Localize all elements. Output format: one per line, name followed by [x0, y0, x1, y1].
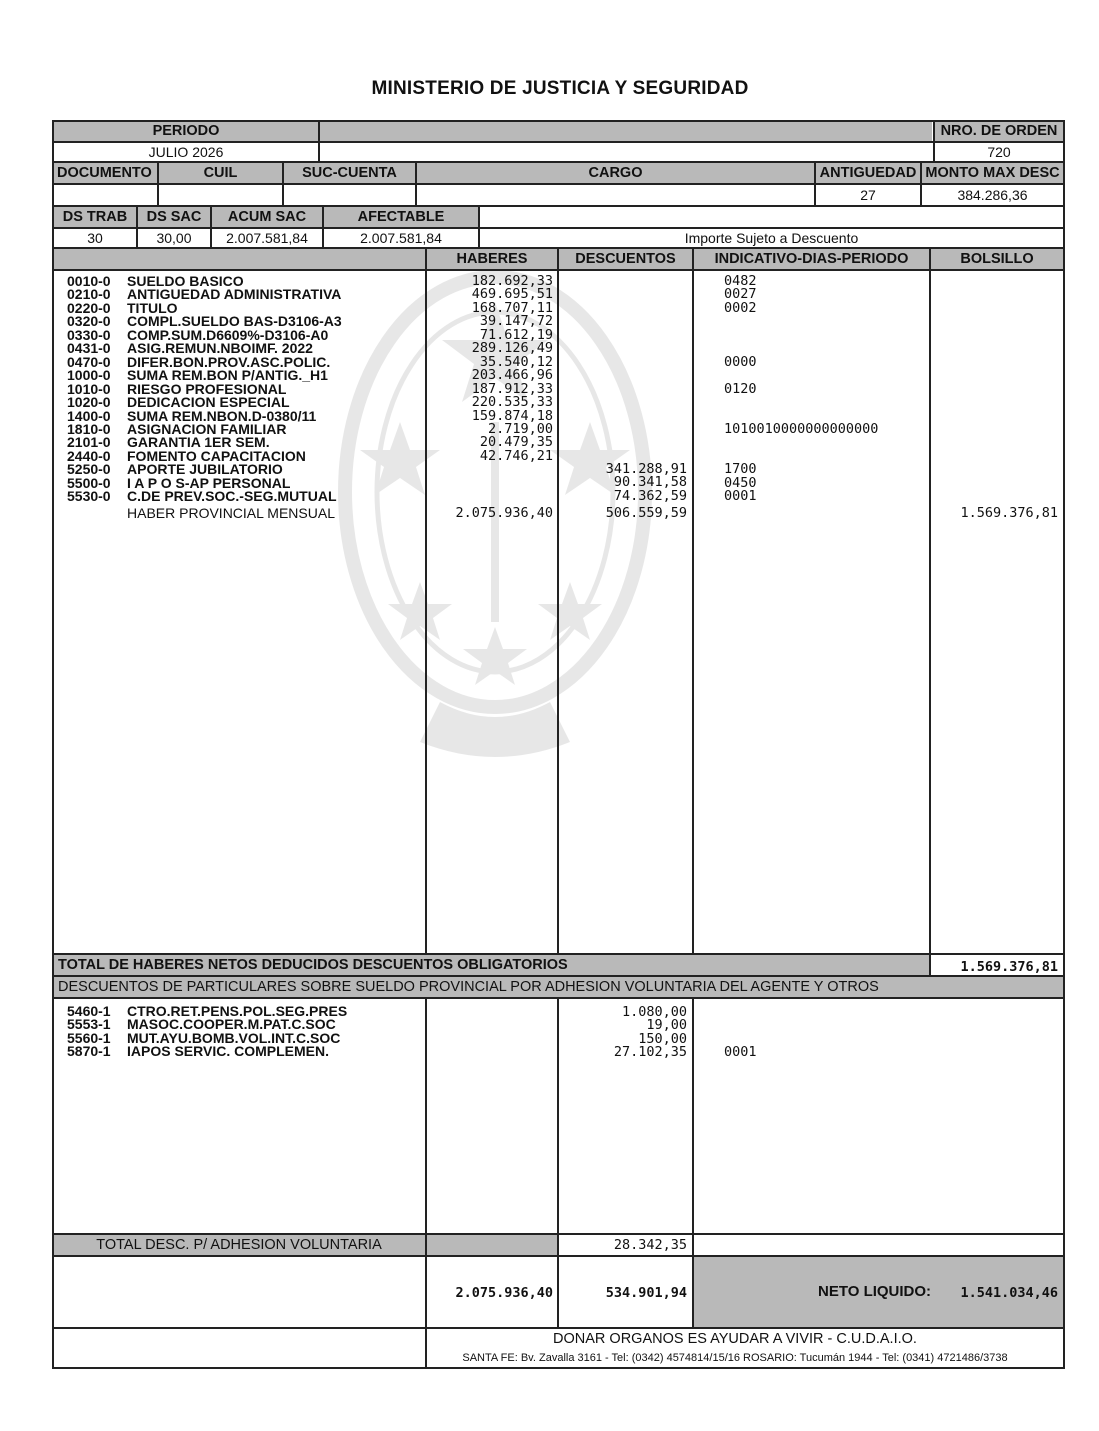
footer-slogan: DONAR ORGANOS ES AYUDAR A VIVIR - C.U.D.A.I.O. [553, 1331, 917, 1347]
haber-provincial-haberes: 2.075.936,40 [455, 505, 553, 521]
descuentos-column-header: DESCUENTOS [575, 251, 676, 267]
haberes-column-header: HABERES [456, 251, 528, 267]
item-indicativo: 0482 0027 0002 0000 0120 1010010000000000000 1700 0450 0001 [724, 273, 879, 505]
item-descriptions: SUELDO BASICO ANTIGUEDAD ADMINISTRATIVA TITULO COMPL.SUELDO BAS-D3106-A3 COMP.SUM.D6609%-D3106-A0 ASIG.REMUN.NBOIMF. 2022 DIFER.BON.PROV.ASC.POLIC. SUMA REM.BON P/ANTIG._H1 RIESGO PROFESIONAL DEDICACION ESPECIAL SUMA REM.NBON.D-0380/11 ASIGNACION FAMILIAR GARANTIA 1ER SEM. FOMENTO CAPACITACION APORTE JUBILATORIO I A P O S-AP PERSONAL C.DE PREV.SOC.-SEG.MUTUAL [127, 273, 342, 505]
total-netos-label: TOTAL DE HABERES NETOS DEDUCIDOS DESCUENTOS OBLIGATORIOS [58, 957, 568, 973]
cargo-label: CARGO [588, 165, 643, 181]
ds-sac-label: DS SAC [146, 209, 202, 225]
voluntary-descuentos: 1.080,00 19,00 150,00 27.102,35 [613, 1004, 687, 1061]
total-netos-value: 1.569.376,81 [960, 959, 1058, 975]
suc-cuenta-label: SUC-CUENTA [302, 165, 397, 181]
total-voluntary-value: 28.342,35 [613, 1237, 687, 1253]
afectable-label: AFECTABLE [357, 209, 445, 225]
item-descuentos: 341.288,91 90.341,58 74.362,59 [605, 461, 687, 504]
item-codes: 0010-0 0210-0 0220-0 0320-0 0330-0 0431-0 0470-0 1000-0 1010-0 1020-0 1400-0 1810-0 2101-0 2440-0 5250-0 5500-0 5530-0 [67, 273, 111, 505]
item-haberes: 182.692,33 469.695,51 168.707,11 39.147,72 71.612,19 289.126,49 35.540,12 203.466,96 187.912,33 220.535,33 159.874,18 2.719,00 20.479,35 42.746,21 [471, 273, 553, 464]
antiguedad-label: ANTIGUEDAD [819, 165, 917, 181]
total-voluntary-label: TOTAL DESC. P/ ADHESION VOLUNTARIA [96, 1237, 382, 1253]
ds-sac-value: 30,00 [156, 230, 192, 246]
neto-liquido-value: 1.541.034,46 [960, 1285, 1058, 1301]
bolsillo-column-header: BOLSILLO [960, 251, 1034, 267]
nro-orden-value: 720 [987, 144, 1011, 160]
document-title: MINISTERIO DE JUSTICIA Y SEGURIDAD [371, 78, 749, 99]
ds-trab-label: DS TRAB [62, 209, 128, 225]
haber-provincial-bolsillo: 1.569.376,81 [960, 505, 1058, 521]
importe-sujeto-label: Importe Sujeto a Descuento [684, 230, 859, 246]
cuil-label: CUIL [203, 165, 238, 181]
blank-header-bg [320, 122, 932, 141]
antiguedad-value: 27 [860, 187, 876, 203]
voluntary-descriptions: CTRO.RET.PENS.POL.SEG.PRES MASOC.COOPER.M.PAT.C.SOC MUT.AYU.BOMB.VOL.INT.C.SOC IAPOS SERVIC. COMPLEMEN. [127, 1003, 348, 1060]
total-haberes-value: 2.075.936,40 [455, 1285, 553, 1301]
voluntary-indicativo: 0001 [724, 1044, 757, 1061]
ds-trab-value: 30 [87, 230, 103, 246]
voluntary-header: DESCUENTOS DE PARTICULARES SOBRE SUELDO PROVINCIAL POR ADHESION VOLUNTARIA DEL AGENTE Y OTROS [58, 979, 879, 995]
indicativo-column-header: INDICATIVO-DIAS-PERIODO [714, 251, 909, 267]
afectable-value: 2.007.581,84 [360, 230, 442, 246]
acum-sac-value: 2.007.581,84 [226, 230, 308, 246]
periodo-label: PERIODO [152, 123, 220, 139]
haber-provincial-label: HABER PROVINCIAL MENSUAL [127, 505, 335, 521]
nro-orden-label: NRO. DE ORDEN [940, 123, 1058, 139]
documento-label: DOCUMENTO [57, 165, 152, 181]
acum-sac-label: ACUM SAC [227, 209, 307, 225]
haber-provincial-descuentos: 506.559,59 [605, 505, 687, 521]
neto-liquido-label: NETO LIQUIDO: [818, 1283, 932, 1300]
monto-max-desc-label: MONTO MAX DESC [925, 165, 1060, 181]
periodo-value: JULIO 2026 [148, 144, 224, 160]
total-descuentos-value: 534.901,94 [605, 1285, 687, 1301]
monto-max-desc-value: 384.286,36 [957, 187, 1028, 203]
voluntary-codes: 5460-1 5553-1 5560-1 5870-1 [67, 1003, 111, 1060]
footer-addresses: SANTA FE: Bv. Zavalla 3161 - Tel: (0342) 4574814/15/16 ROSARIO: Tucumán 1944 - Tel: (0341) 4721486/3738 [462, 1352, 1008, 1364]
